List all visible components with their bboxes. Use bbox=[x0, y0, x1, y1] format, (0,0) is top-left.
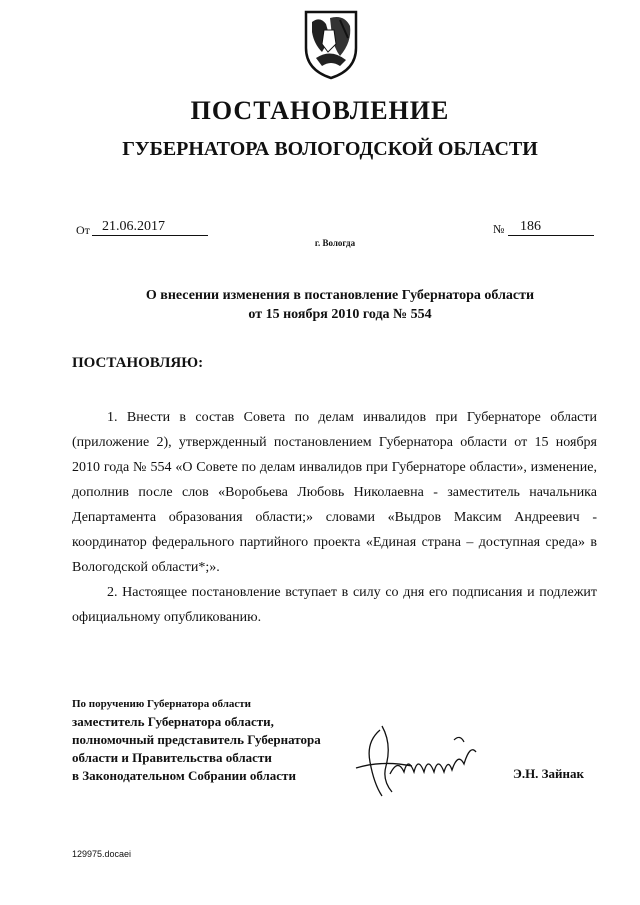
signature-position bbox=[72, 713, 321, 785]
paragraph-2: 2. Настоящее постановление вступает в силу со дня его подписания и подлежит официальному опубликованию. bbox=[72, 585, 597, 625]
signer-name: Э.Н. Зайнак bbox=[513, 766, 585, 781]
coat-of-arms-icon bbox=[300, 8, 362, 80]
file-name: 129975.docaei bbox=[72, 849, 132, 859]
document-number: 186 bbox=[508, 218, 594, 236]
document-title: ПОСТАНОВЛЕНИЕ bbox=[190, 96, 450, 125]
document-subject bbox=[60, 286, 620, 324]
date-prefix: От bbox=[76, 223, 90, 237]
subject-line-1: О внесении изменения в постановление Губернатора области bbox=[145, 288, 535, 303]
signature-authority: По поручению Губернатора области bbox=[72, 698, 252, 710]
position-line-3: области и Правительства области bbox=[72, 750, 272, 765]
position-line-2: полномочный представитель Губернатора bbox=[72, 732, 321, 747]
document-subtitle: ГУБЕРНАТОРА ВОЛОГОДСКОЙ ОБЛАСТИ bbox=[122, 138, 538, 160]
position-line-4: в Законодательном Собрании области bbox=[72, 768, 296, 783]
position-line-1: заместитель Губернатора области, bbox=[72, 714, 274, 729]
handwritten-signature bbox=[352, 722, 482, 802]
document-body bbox=[72, 405, 597, 630]
decree-heading: ПОСТАНОВЛЯЮ: bbox=[72, 355, 204, 371]
number-prefix: № bbox=[493, 222, 505, 236]
paragraph-1: 1. Внести в состав Совета по делам инвалидов при Губернаторе области (приложение 2), утвержденный постановлением Губернатора области от 15 ноября 2010 года № 554 «О Совете по делам инвалидов при Губернаторе области», изменение, дополнив после слов «Воробьева Любовь Николаевна - заместитель начальника Департамента образования области;» словами «Выдров Максим Андреевич - координатор федерального партийного проекта «Единая страна – доступная среда» в Вологодской области*;». bbox=[72, 410, 597, 575]
document-date: 21.06.2017 bbox=[92, 218, 208, 236]
city-label: г. Вологда bbox=[314, 238, 356, 248]
subject-line-2: от 15 ноября 2010 года № 554 bbox=[248, 307, 432, 322]
